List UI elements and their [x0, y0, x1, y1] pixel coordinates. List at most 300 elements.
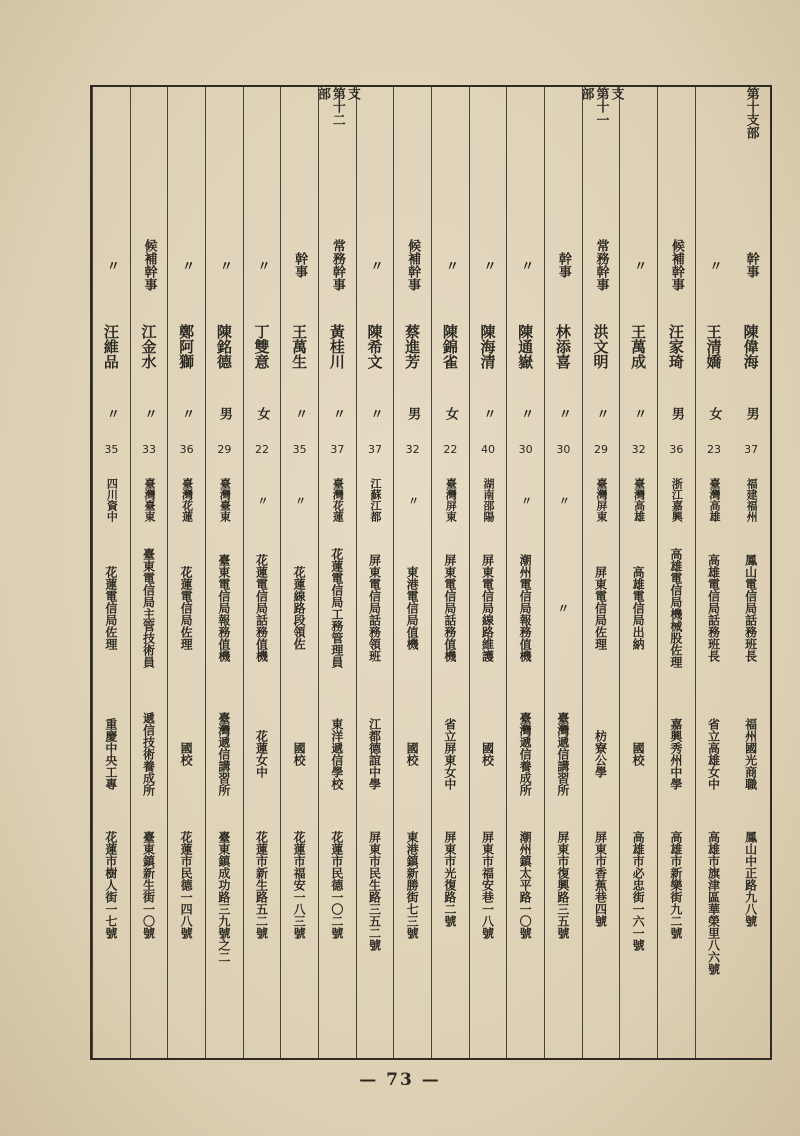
school-cell — [206, 679, 243, 829]
school-cell — [507, 679, 544, 829]
address-cell-text: 鳳山中正路九八號 — [743, 831, 758, 927]
age-cell: 35 — [104, 442, 119, 456]
address-cell-text: 花蓮市樹人街一七號 — [103, 831, 118, 939]
address-cell — [131, 829, 168, 1059]
job-cell — [432, 537, 469, 679]
address-cell — [658, 829, 695, 1059]
native-place-cell-text: 臺灣花蓮 — [180, 478, 194, 522]
job-cell-text: 屏東電信局線路維護 — [480, 554, 495, 662]
job-cell — [168, 537, 205, 679]
age-cell: 37 — [330, 442, 345, 456]
title-cell-text: 常務幹事 — [329, 239, 345, 291]
age-cell: 40 — [480, 442, 495, 456]
title-cell-text: 〃 — [254, 258, 270, 272]
job-cell — [545, 537, 582, 679]
table-column — [314, 87, 360, 1058]
job-cell — [732, 537, 770, 679]
sex-cell — [545, 394, 582, 432]
address-cell — [206, 829, 243, 1059]
name-cell-text: 江金水 — [139, 324, 158, 369]
title-cell — [131, 232, 168, 298]
title-cell — [281, 232, 318, 298]
sex-cell — [206, 394, 243, 432]
sex-cell-text: 女 — [254, 406, 270, 420]
address-cell-text: 高雄市必忠街一六一號 — [631, 831, 646, 951]
table-column — [544, 87, 582, 1058]
job-cell — [507, 537, 544, 679]
title-cell — [507, 232, 544, 298]
name-cell-text: 林添喜 — [553, 324, 572, 369]
name-cell — [545, 299, 582, 394]
native-place-cell-text: 江蘇江都 — [368, 478, 382, 522]
name-cell — [206, 299, 243, 394]
native-place-cell-text: 臺灣屏東 — [594, 478, 608, 522]
sex-cell — [319, 394, 356, 432]
school-cell — [620, 679, 657, 829]
title-cell-text: 常務幹事 — [593, 239, 609, 291]
title-cell-text: 候補幹事 — [668, 239, 684, 291]
name-cell-text: 王清嬌 — [704, 324, 723, 369]
job-cell — [658, 537, 695, 679]
table-column — [92, 87, 130, 1058]
job-cell-text: 高雄電信局出納 — [631, 566, 646, 650]
address-cell — [357, 829, 394, 1059]
native-place-cell — [244, 463, 281, 537]
job-cell-text: 東港電信局值機 — [405, 566, 420, 650]
school-cell-text: 國校 — [179, 742, 194, 766]
age-cell: 37 — [367, 442, 382, 456]
name-cell — [620, 299, 657, 394]
branch-label-line: 部 — [578, 87, 594, 100]
title-cell-text: 〃 — [480, 258, 496, 272]
job-cell — [583, 537, 620, 679]
title-cell-text: 〃 — [442, 258, 458, 272]
address-cell — [545, 829, 582, 1059]
job-cell-text: 潮州電信局報務值機 — [518, 554, 533, 662]
title-cell-text: 候補幹事 — [405, 239, 421, 291]
job-cell-text: 花蓮電信局工務管理員 — [329, 548, 344, 668]
age-cell: 22 — [254, 442, 269, 456]
job-cell — [93, 537, 130, 679]
age-cell: 35 — [292, 442, 307, 456]
sex-cell-text: 〃 — [593, 406, 609, 420]
job-cell-text: 屏東電信局話務值機 — [442, 554, 457, 662]
native-place-cell-text: 福建福州 — [745, 478, 759, 522]
address-cell — [432, 829, 469, 1059]
native-place-cell-text: 〃 — [255, 494, 269, 506]
name-cell-text: 陳通嶽 — [516, 324, 535, 369]
sex-cell-text: 女 — [706, 406, 722, 420]
branch-label — [578, 87, 624, 142]
job-cell — [281, 537, 318, 679]
address-cell-text: 屏東市民生路三五二號 — [367, 831, 382, 951]
native-place-cell-text: 〃 — [406, 494, 420, 506]
title-cell — [696, 232, 733, 298]
job-cell-text: 花蓮線路段領佐 — [292, 566, 307, 650]
school-cell-text: 東洋遞信學校 — [329, 718, 344, 790]
name-cell-text: 陳銘德 — [214, 324, 233, 369]
title-cell — [620, 232, 657, 298]
age-cell: 23 — [706, 442, 721, 456]
sex-cell — [732, 394, 770, 432]
address-cell — [394, 829, 431, 1059]
job-cell — [357, 537, 394, 679]
job-cell-text: 屏東電信局佐理 — [593, 566, 608, 650]
table-column — [695, 87, 733, 1058]
school-cell — [319, 679, 356, 829]
table-column — [393, 87, 431, 1058]
sex-cell — [583, 394, 620, 432]
sex-cell — [131, 394, 168, 432]
sex-cell — [620, 394, 657, 432]
table-column — [167, 87, 205, 1058]
native-place-cell-text: 〃 — [519, 494, 533, 506]
title-cell-text: 幹事 — [292, 252, 308, 278]
branch-label-line: 第十一 — [593, 87, 609, 126]
title-cell-text: 幹事 — [555, 252, 571, 278]
age-cell: 37 — [744, 442, 759, 456]
name-cell-text: 王萬生 — [290, 324, 309, 369]
age-cell: 36 — [669, 442, 684, 456]
sex-cell-text: 男 — [405, 406, 421, 420]
title-cell — [658, 232, 695, 298]
address-cell-text: 臺東鎮成功路三九號之二 — [216, 831, 231, 963]
job-cell — [206, 537, 243, 679]
school-cell-text: 臺灣遞信養成所 — [518, 712, 533, 796]
address-cell — [583, 829, 620, 1059]
job-cell-text: 臺東電信局報務值機 — [216, 554, 231, 662]
name-cell — [357, 299, 394, 394]
title-cell-text: 候補幹事 — [141, 239, 157, 291]
school-cell-text: 重慶中央工專 — [103, 718, 118, 790]
address-cell-text: 臺東鎮新生街一〇號 — [141, 831, 156, 939]
job-cell — [319, 537, 356, 679]
table-column — [280, 87, 318, 1058]
sex-cell-text: 男 — [216, 406, 232, 420]
branch-label — [314, 87, 360, 142]
address-cell-text: 花蓮市民德一〇二號 — [329, 831, 344, 939]
title-cell-text: 〃 — [518, 258, 534, 272]
name-cell-text: 洪文明 — [591, 324, 610, 369]
job-cell — [696, 537, 733, 679]
native-place-cell — [319, 463, 356, 537]
title-cell — [319, 232, 356, 298]
address-cell-text: 花蓮市福安一八三號 — [292, 831, 307, 939]
sex-cell-text: 〃 — [329, 406, 345, 420]
name-cell — [432, 299, 469, 394]
school-cell-text: 省立屏東女中 — [442, 718, 457, 790]
sex-cell-text: 女 — [442, 406, 458, 420]
title-cell — [93, 232, 130, 298]
sex-cell — [696, 394, 733, 432]
title-cell-text: 〃 — [216, 258, 232, 272]
school-cell-text: 江都德誼中學 — [367, 718, 382, 790]
address-cell-text: 花蓮市民德一四八號 — [179, 831, 194, 939]
school-cell — [696, 679, 733, 829]
school-cell-text: 國校 — [480, 742, 495, 766]
table-column — [130, 87, 168, 1058]
school-cell — [583, 679, 620, 829]
school-cell-text: 臺灣遞信講習所 — [555, 712, 570, 796]
native-place-cell — [583, 463, 620, 537]
age-cell: 29 — [593, 442, 608, 456]
native-place-cell — [507, 463, 544, 537]
school-cell — [545, 679, 582, 829]
address-cell — [470, 829, 507, 1059]
sex-cell-text: 〃 — [292, 406, 308, 420]
school-cell-text: 省立高雄女中 — [706, 718, 721, 790]
name-cell-text: 汪家琦 — [666, 324, 685, 369]
native-place-cell — [281, 463, 318, 537]
school-cell-text: 嘉興秀州中學 — [668, 718, 683, 790]
sex-cell-text: 〃 — [179, 406, 195, 420]
table-column — [657, 87, 695, 1058]
sex-cell-text: 男 — [668, 406, 684, 420]
sex-cell — [507, 394, 544, 432]
age-cell: 33 — [141, 442, 156, 456]
name-cell-text: 丁雙意 — [252, 324, 271, 369]
name-cell — [394, 299, 431, 394]
school-cell-text: 國校 — [405, 742, 420, 766]
native-place-cell — [394, 463, 431, 537]
native-place-cell — [620, 463, 657, 537]
title-cell-text: 〃 — [631, 258, 647, 272]
address-cell — [319, 829, 356, 1059]
page-number: — 73 — — [359, 1070, 441, 1090]
name-cell-text: 汪維品 — [101, 324, 120, 369]
member-table — [90, 85, 772, 1060]
native-place-cell — [732, 463, 770, 537]
school-cell-text: 國校 — [631, 742, 646, 766]
age-cell: 32 — [405, 442, 420, 456]
native-place-cell — [93, 463, 130, 537]
name-cell — [583, 299, 620, 394]
name-cell-text: 王萬成 — [629, 324, 648, 369]
name-cell-text: 陳錦雀 — [440, 324, 459, 369]
table-column — [469, 87, 507, 1058]
name-cell — [319, 299, 356, 394]
sex-cell — [357, 394, 394, 432]
sex-cell-text: 男 — [743, 406, 759, 420]
school-cell — [131, 679, 168, 829]
address-cell-text: 高雄市新樂街九二號 — [668, 831, 683, 939]
sex-cell-text: 〃 — [141, 406, 157, 420]
title-cell — [732, 232, 770, 298]
native-place-cell-text: 臺灣高雄 — [707, 478, 721, 522]
school-cell — [470, 679, 507, 829]
title-cell — [583, 232, 620, 298]
name-cell — [696, 299, 733, 394]
native-place-cell — [206, 463, 243, 537]
native-place-cell — [357, 463, 394, 537]
branch-label — [732, 87, 770, 142]
school-cell — [281, 679, 318, 829]
title-cell — [545, 232, 582, 298]
job-cell-text: 花蓮電信局佐理 — [179, 566, 194, 650]
table-column — [506, 87, 544, 1058]
sex-cell — [470, 394, 507, 432]
native-place-cell-text: 四川資中 — [105, 478, 119, 522]
address-cell — [168, 829, 205, 1059]
branch-label-line: 第十二 — [329, 87, 345, 126]
title-cell-text: 〃 — [103, 258, 119, 272]
native-place-cell-text: 〃 — [293, 494, 307, 506]
job-cell-text: 鳳山電信局話務班長 — [743, 554, 758, 662]
school-cell — [658, 679, 695, 829]
address-cell-text: 屏東市香蕉巷四號 — [593, 831, 608, 927]
native-place-cell-text: 臺灣臺東 — [142, 478, 156, 522]
job-cell — [620, 537, 657, 679]
age-cell: 29 — [217, 442, 232, 456]
age-cell: 22 — [443, 442, 458, 456]
school-cell — [93, 679, 130, 829]
job-cell-text: 臺東電信局主管技術員 — [141, 548, 156, 668]
branch-label-line: 部 — [314, 87, 330, 100]
title-cell — [168, 232, 205, 298]
branch-label-line: 支 — [608, 87, 624, 100]
table-column — [619, 87, 657, 1058]
sex-cell-text: 〃 — [555, 406, 571, 420]
table-column — [356, 87, 394, 1058]
name-cell — [658, 299, 695, 394]
sex-cell-text: 〃 — [518, 406, 534, 420]
school-cell — [168, 679, 205, 829]
sex-cell — [281, 394, 318, 432]
table-column — [578, 87, 624, 1058]
table-column — [732, 87, 770, 1058]
name-cell-text: 陳偉海 — [741, 324, 760, 369]
title-cell — [394, 232, 431, 298]
school-cell-text: 福州國光商職 — [743, 718, 758, 790]
address-cell-text: 屏東市復興路三五號 — [555, 831, 570, 939]
native-place-cell-text: 臺灣屏東 — [444, 478, 458, 522]
school-cell-text: 臺灣遞信講習所 — [216, 712, 231, 796]
sex-cell — [93, 394, 130, 432]
address-cell-text: 高雄市旗津區華榮里八六號 — [706, 831, 721, 975]
school-cell-text: 國校 — [292, 742, 307, 766]
branch-label-line: 支 — [344, 87, 360, 100]
job-cell-text: 高雄電信局話務班長 — [706, 554, 721, 662]
name-cell — [470, 299, 507, 394]
sex-cell-text: 〃 — [367, 406, 383, 420]
school-cell-text: 枋寮公學 — [593, 730, 608, 778]
native-place-cell — [432, 463, 469, 537]
title-cell-text: 〃 — [179, 258, 195, 272]
address-cell-text: 潮州鎮太平路一〇號 — [518, 831, 533, 939]
age-cell: 30 — [518, 442, 533, 456]
school-cell — [432, 679, 469, 829]
sex-cell — [244, 394, 281, 432]
native-place-cell — [131, 463, 168, 537]
name-cell — [93, 299, 130, 394]
name-cell — [281, 299, 318, 394]
address-cell-text: 屏東市光復路二號 — [442, 831, 457, 927]
name-cell — [131, 299, 168, 394]
address-cell — [732, 829, 770, 1059]
job-cell — [244, 537, 281, 679]
job-cell-text: 花蓮電信局佐理 — [103, 566, 118, 650]
title-cell-text: 〃 — [367, 258, 383, 272]
name-cell-text: 蔡進芳 — [403, 324, 422, 369]
job-cell-text: 屏東電信局話務領班 — [367, 554, 382, 662]
name-cell — [168, 299, 205, 394]
school-cell — [732, 679, 770, 829]
age-cell: 30 — [556, 442, 571, 456]
title-cell — [470, 232, 507, 298]
school-cell — [357, 679, 394, 829]
school-cell-text: 花蓮女中 — [254, 730, 269, 778]
address-cell-text: 東港鎮新勝街七三號 — [405, 831, 420, 939]
age-cell: 36 — [179, 442, 194, 456]
age-cell: 32 — [631, 442, 646, 456]
address-cell — [507, 829, 544, 1059]
job-cell-text: 花蓮電信局話務值機 — [254, 554, 269, 662]
address-cell — [281, 829, 318, 1059]
title-cell — [206, 232, 243, 298]
table-column — [243, 87, 281, 1058]
address-cell — [93, 829, 130, 1059]
title-cell — [357, 232, 394, 298]
address-cell — [696, 829, 733, 1059]
native-place-cell-text: 湖南邵陽 — [481, 478, 495, 522]
sex-cell-text: 〃 — [103, 406, 119, 420]
address-cell-text: 屏東市福安巷一八號 — [480, 831, 495, 939]
native-place-cell-text: 臺灣高雄 — [632, 478, 646, 522]
native-place-cell — [168, 463, 205, 537]
native-place-cell — [545, 463, 582, 537]
school-cell-text: 遞信技術養成所 — [141, 712, 156, 796]
sex-cell — [394, 394, 431, 432]
name-cell — [244, 299, 281, 394]
table-column — [205, 87, 243, 1058]
name-cell-text: 陳海清 — [478, 324, 497, 369]
branch-label-line: 第十支部 — [743, 87, 759, 139]
school-cell — [394, 679, 431, 829]
name-cell — [732, 299, 770, 394]
address-cell — [620, 829, 657, 1059]
title-cell — [432, 232, 469, 298]
sex-cell — [658, 394, 695, 432]
native-place-cell — [470, 463, 507, 537]
school-cell — [244, 679, 281, 829]
native-place-cell-text: 浙江嘉興 — [670, 478, 684, 522]
sex-cell — [168, 394, 205, 432]
job-cell-text: 高雄電信局機械股佐理 — [668, 548, 683, 668]
native-place-cell-text: 臺灣臺東 — [218, 478, 232, 522]
table-column — [431, 87, 469, 1058]
sex-cell-text: 〃 — [480, 406, 496, 420]
name-cell-text: 陳希文 — [365, 324, 384, 369]
sex-cell-text: 〃 — [631, 406, 647, 420]
native-place-cell — [658, 463, 695, 537]
address-cell-text: 花蓮市新生路五二號 — [254, 831, 269, 939]
sex-cell — [432, 394, 469, 432]
name-cell — [507, 299, 544, 394]
name-cell-text: 鄭阿獅 — [177, 324, 196, 369]
native-place-cell — [696, 463, 733, 537]
native-place-cell-text: 臺灣花蓮 — [331, 478, 345, 522]
job-cell — [131, 537, 168, 679]
native-place-cell-text: 〃 — [557, 494, 571, 506]
job-cell — [470, 537, 507, 679]
address-cell — [244, 829, 281, 1059]
name-cell-text: 黃桂川 — [327, 324, 346, 369]
job-cell — [394, 537, 431, 679]
title-cell — [244, 232, 281, 298]
job-cell-text: 〃 — [555, 602, 570, 614]
title-cell-text: 〃 — [706, 258, 722, 272]
title-cell-text: 幹事 — [743, 252, 759, 278]
